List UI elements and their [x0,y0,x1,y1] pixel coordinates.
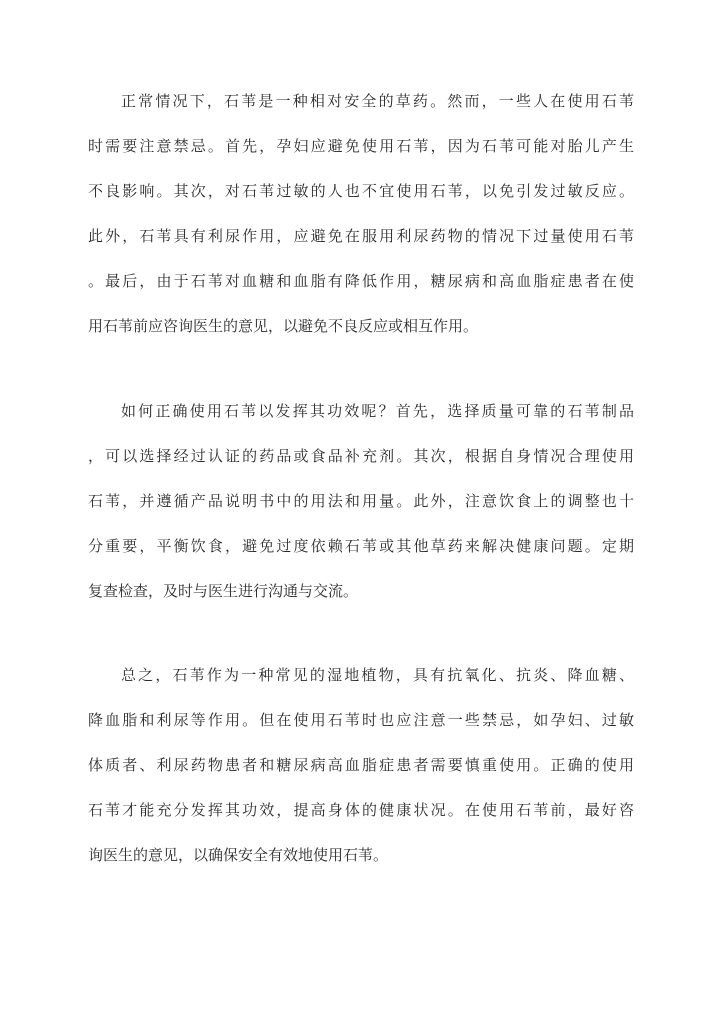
paragraph-usage [88,389,634,614]
paragraph-line: 如何正确使用石苇以发挥其功效呢？首先，选择质量可靠的石苇制品 [121,402,634,420]
paragraph-line: 体质者、利尿药物患者和糖尿病高血脂症患者需要慎重使用。正确的使用 [88,756,634,774]
paragraph-line: ，可以选择经过认证的药品或食品补充剂。其次，根据自身情况合理使用 [88,447,634,465]
paragraph-line: 分重要，平衡饮食，避免过度依赖石苇或其他草药来解决健康问题。定期 [88,537,634,555]
paragraph-line: 此外，石苇具有利尿作用，应避免在服用利尿药物的情况下过量使用石苇 [88,227,634,245]
paragraph-line: 总之，石苇作为一种常见的湿地植物，具有抗氧化、抗炎、降血糖、 [121,666,634,684]
paragraph-line: 正常情况下，石苇是一种相对安全的草药。然而，一些人在使用石苇 [121,92,634,110]
paragraph-line: 石苇才能充分发挥其功效，提高身体的健康状况。在使用石苇前，最好咨 [88,801,634,819]
paragraph-line: 石苇，并遵循产品说明书中的用法和用量。此外，注意饮食上的调整也十 [88,492,634,510]
paragraph-line: 询医生的意见，以确保安全有效地使用石苇。 [88,846,389,864]
paragraph-contraindications [88,79,634,349]
paragraph-line: 用石苇前应咨询医生的意见，以避免不良反应或相互作用。 [88,317,479,335]
paragraph-line: 时需要注意禁忌。首先，孕妇应避免使用石苇，因为石苇可能对胎儿产生 [88,137,634,155]
paragraph-line: 不良影响。其次，对石苇过敏的人也不宜使用石苇，以免引发过敏反应。 [88,182,634,200]
paragraph-line: 复查检查，及时与医生进行沟通与交流。 [88,582,359,600]
paragraph-line: 降血脂和利尿等作用。但在使用石苇时也应注意一些禁忌，如孕妇、过敏 [88,711,634,729]
paragraph-line: 。最后，由于石苇对血糖和血脂有降低作用，糖尿病和高血脂症患者在使 [88,272,634,290]
paragraph-summary [88,653,634,878]
